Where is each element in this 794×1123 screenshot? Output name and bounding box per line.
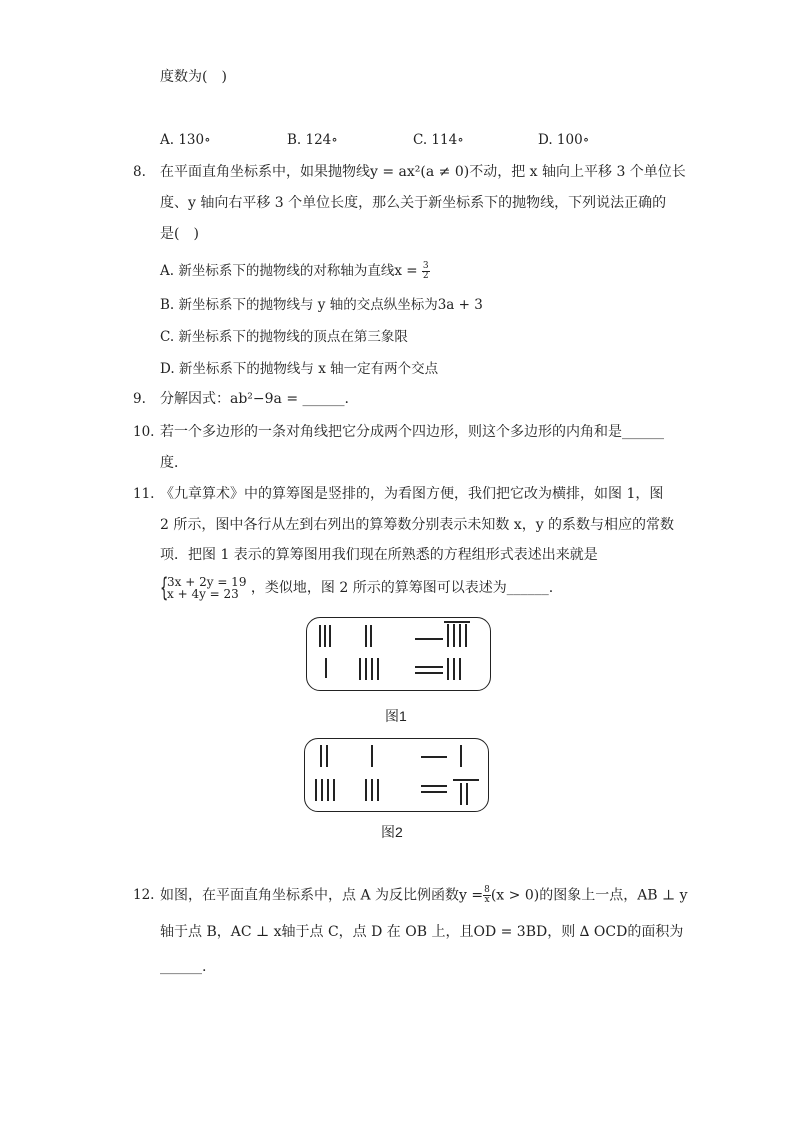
- q10-number: 10.: [133, 424, 155, 440]
- rod: [325, 658, 327, 678]
- q8-option-d: D. 新坐标系下的抛物线与 x 轴一定有两个交点: [160, 361, 439, 377]
- rod: [453, 779, 479, 781]
- equation-system: [160, 573, 247, 603]
- figure-2-box: [304, 738, 489, 812]
- rod: [315, 779, 317, 801]
- q11-line3: 项．把图 1 表示的算筹图用我们现在所熟悉的方程组形式表述出来就是: [160, 547, 598, 563]
- rod: [329, 625, 331, 647]
- q7-option-c: C. 114∘: [413, 132, 464, 148]
- q11-line4: [160, 573, 554, 603]
- q7-option-b: B. 124∘: [287, 132, 338, 148]
- q12-line2: 轴于点 B，AC ⊥ x轴于点 C，点 D 在 OB 上，且OD = 3BD，则 ∆ OCD的面积为: [160, 924, 684, 940]
- rod: [327, 779, 329, 801]
- rod: [365, 779, 367, 801]
- rod: [359, 658, 361, 680]
- rod: [377, 779, 379, 801]
- rod: [421, 791, 447, 793]
- q8-option-c: C. 新坐标系下的抛物线的顶点在第三象限: [160, 329, 408, 345]
- figure-1-caption: 图1: [385, 708, 407, 724]
- q10-line1: 若一个多边形的一条对角线把它分成两个四边形，则这个多边形的内角和是______: [160, 424, 664, 440]
- q8-number: 8.: [133, 164, 146, 180]
- q12-line1-b: (x > 0)的图象上一点，AB ⊥ y: [490, 887, 688, 904]
- q9-number: 9.: [133, 391, 146, 407]
- rod: [415, 666, 443, 668]
- rod: [459, 658, 461, 680]
- rod: [465, 624, 467, 647]
- figure-2-caption: 图2: [381, 824, 403, 840]
- q12-line1-a: 如图，在平面直角坐标系中，点 A 为反比例函数y =: [160, 887, 484, 904]
- rod: [421, 785, 447, 787]
- rod: [370, 625, 372, 647]
- q7-option-d: D. 100∘: [538, 132, 590, 148]
- q12-line1: [160, 886, 688, 905]
- rod: [453, 658, 455, 680]
- rod: [371, 745, 373, 767]
- rod: [459, 624, 461, 647]
- q7-stem-tail: 度数为( ): [160, 69, 227, 85]
- rod: [333, 779, 335, 801]
- q8-option-b: B. 新坐标系下的抛物线与 y 轴的交点纵坐标为3a + 3: [160, 297, 483, 313]
- rod: [466, 783, 468, 805]
- rod: [371, 779, 373, 801]
- equation-1: 3x + 2y = 19: [167, 575, 247, 589]
- q12-fraction-denominator: x: [484, 895, 490, 905]
- q8-option-a-text: A. 新坐标系下的抛物线的对称轴为直线x =: [160, 263, 418, 279]
- equation-2: x + 4y = 23: [167, 587, 239, 601]
- q12-fraction-numerator: 8: [484, 885, 490, 895]
- q11-line2: 2 所示，图中各行从左到右列出的算筹数分别表示未知数 x，y 的系数与相应的常数: [160, 517, 675, 533]
- brace-glyph: {: [160, 573, 169, 603]
- q8-line3: 是( ): [160, 226, 199, 242]
- rod: [324, 625, 326, 647]
- rod: [447, 624, 449, 647]
- q12-line3: ______.: [160, 959, 207, 975]
- rod: [371, 658, 373, 680]
- rod: [460, 783, 462, 805]
- figure-1-box: [306, 617, 491, 691]
- q8-option-a: [160, 262, 430, 281]
- q8-option-a-fraction: [422, 262, 430, 281]
- rod: [365, 658, 367, 680]
- rod: [326, 745, 328, 767]
- q12-number: 12.: [133, 887, 155, 903]
- q8-option-a-denominator: 2: [422, 271, 429, 281]
- q12-fraction: [483, 886, 491, 905]
- q11-line1: 《九章算术》中的算筹图是竖排的，为看图方便，我们把它改为横排，如图 1，图: [160, 486, 664, 502]
- rod: [365, 625, 367, 647]
- q11-number: 11.: [133, 486, 155, 502]
- q11-line4-tail: ，类似地，图 2 所示的算筹图可以表述为______.: [250, 580, 554, 596]
- rod: [415, 672, 443, 674]
- q8-line1: 在平面直角坐标系中，如果抛物线y = ax²(a ≠ 0)不动，把 x 轴向上平移 3 个单位长: [160, 164, 686, 180]
- rod: [320, 745, 322, 767]
- rod: [319, 625, 321, 647]
- rod: [453, 624, 455, 647]
- rod: [460, 745, 462, 767]
- rod: [321, 779, 323, 801]
- rod: [421, 756, 447, 758]
- q8-option-a-numerator: 3: [422, 261, 429, 271]
- q7-option-a: A. 130∘: [160, 132, 211, 148]
- rod: [415, 638, 443, 640]
- rod: [444, 621, 470, 623]
- rod: [447, 658, 449, 680]
- q9-text: 分解因式：ab²−9a = ______.: [160, 391, 349, 407]
- rod: [377, 658, 379, 680]
- q10-line2: 度．: [160, 455, 188, 471]
- q8-line2: 度、y 轴向右平移 3 个单位长度，那么关于新坐标系下的抛物线，下列说法正确的: [160, 195, 667, 211]
